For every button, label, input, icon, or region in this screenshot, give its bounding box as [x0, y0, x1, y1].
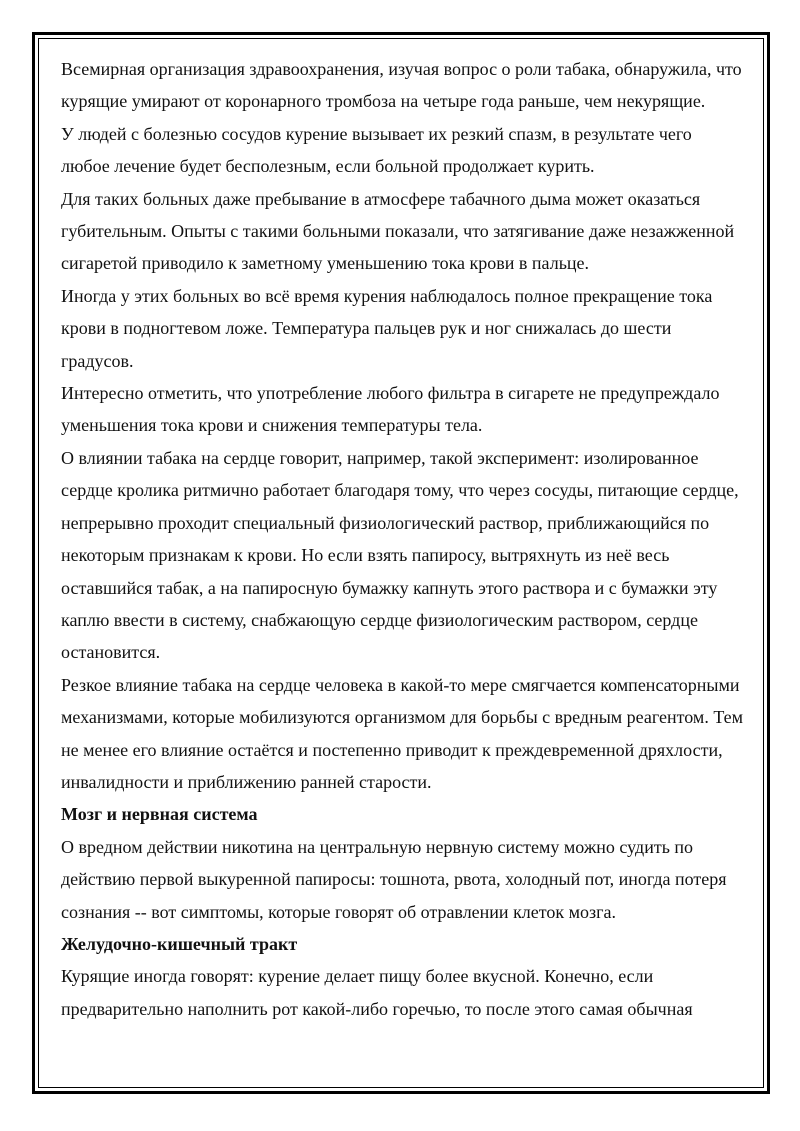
- paragraph: Иногда у этих больных во всё время курения наблюдалось полное прекращение тока крови в подногтевом ложе. Температура пальцев рук и ног снижалась до шести градусов.: [61, 285, 713, 371]
- section-heading-brain: Мозг и нервная система: [61, 804, 258, 825]
- paragraph: О вредном действии никотина на центральную нервную систему можно судить по действию первой выкуренной папиросы: тошнота, рвота, холодный пот, иногда потеря сознания -- вот симптомы, которые говорят об отравлении клеток мозга.: [61, 836, 727, 922]
- paragraph: Для таких больных даже пребывание в атмосфере табачного дыма может оказаться губительным. Опыты с такими больными показали, что затягивание даже незажженной сигаретой приводило к заметному уменьшению тока крови в пальце.: [61, 188, 735, 274]
- document-body: [61, 53, 745, 1025]
- paragraph: Интересно отметить, что употребление любого фильтра в сигарете не предупреждало уменьшения тока крови и снижения температуры тела.: [61, 383, 720, 436]
- paragraph: Всемирная организация здравоохранения, изучая вопрос о роли табака, обнаружила, что курящие умирают от коронарного тромбоза на четыре года раньше, чем некурящие.: [61, 59, 742, 112]
- paragraph: Курящие иногда говорят: курение делает пищу более вкусной. Конечно, если предварительно наполнить рот какой-либо горечью, то после этого самая обычная: [61, 966, 693, 1019]
- paragraph: У людей с болезнью сосудов курение вызывает их резкий спазм, в результате чего любое лечение будет бесполезным, если больной продолжает курить.: [61, 123, 692, 177]
- paragraph: Резкое влияние табака на сердце человека в какой-то мере смягчается компенсаторными механизмами, которые мобилизуются организмом для борьбы с вредным реагентом. Тем не менее его влияние остаётся и постепенно приводит к преждевременной дряхлости, инвалидности и приближению ранней старости.: [61, 674, 744, 792]
- paragraph: О влиянии табака на сердце говорит, например, такой эксперимент: изолированное сердце кролика ритмично работает благодаря тому, что через сосуды, питающие сердце, непрерывно проходит специальный физиологический раствор, приближающийся по некоторым признакам к крови. Но если взять папиросу, вытряхнуть из неё весь оставшийся табак, а на папиросную бумажку капнуть этого раствора и с бумажки эту каплю ввести в систему, снабжающую сердце физиологическим раствором, сердце остановится.: [61, 447, 739, 663]
- section-heading-gi-tract: Желудочно-кишечный тракт: [61, 933, 298, 954]
